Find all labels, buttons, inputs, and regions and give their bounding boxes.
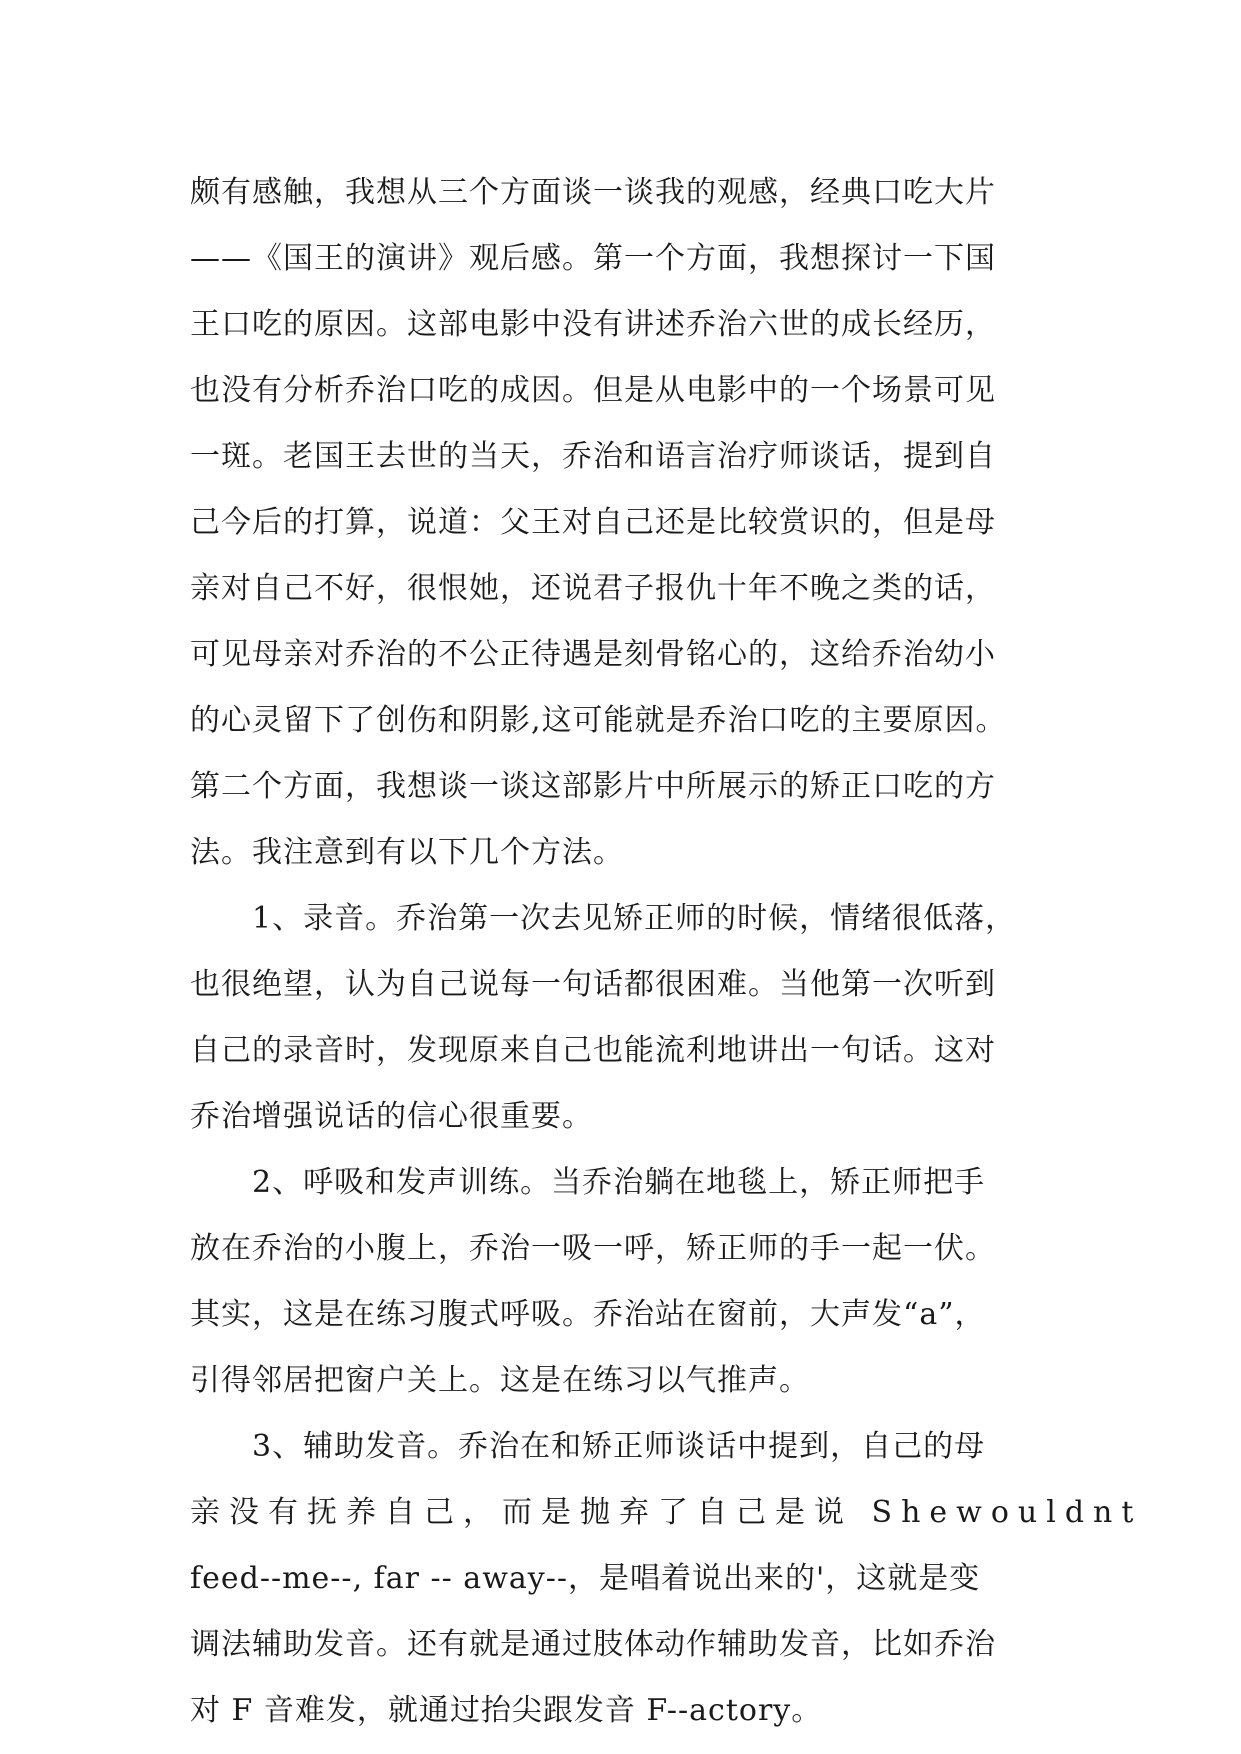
- text-line: 的心灵留下了创伤和阴影,这可能就是乔治口吃的主要原因。: [190, 703, 1007, 738]
- text-line: 调法辅助发音。还有就是通过肢体动作辅助发音，比如乔治: [190, 1627, 996, 1662]
- text-line: 其实，这是在练习腹式呼吸。乔治站在窗前，大声发“a”，: [190, 1297, 986, 1332]
- text-line: 法。我注意到有以下几个方法。: [190, 835, 624, 870]
- text-line: 亲对自己不好，很恨她，还说君子报仇十年不晚之类的话，: [190, 571, 996, 606]
- text-line: 自己的录音时，发现原来自己也能流利地讲出一句话。这对: [190, 1033, 996, 1068]
- text-line: 颇有感触，我想从三个方面谈一谈我的观感，经典口吃大片: [190, 175, 996, 210]
- text-line: 对 F 音难发，就通过抬尖跟发音 F--actory。: [190, 1693, 823, 1728]
- document-body: [190, 160, 1143, 1744]
- text-line: 乔治增强说话的信心很重要。: [190, 1099, 593, 1134]
- paragraph-2-first-line: 2、呼吸和发声训练。当乔治躺在地毯上，矫正师把手: [252, 1165, 986, 1200]
- text-line: feed--me--, far -- away--，是唱着说出来的'，这就是变: [190, 1561, 981, 1596]
- text-line: 也很绝望，认为自己说每一句话都很困难。当他第一次听到: [190, 967, 996, 1002]
- text-line: 放在乔治的小腹上，乔治一吸一呼，矫正师的手一起一伏。: [190, 1231, 996, 1266]
- text-line: 引得邻居把窗户关上。这是在练习以气推声。: [190, 1363, 810, 1398]
- text-line: 可见母亲对乔治的不公正待遇是刻骨铭心的，这给乔治幼小: [190, 637, 996, 672]
- text-line: 亲没有抚养自己，而是抛弃了自己是说 Shewouldnt: [190, 1495, 1143, 1530]
- text-line: 第二个方面，我想谈一谈这部影片中所展示的矫正口吃的方: [190, 769, 996, 804]
- text-line: 一斑。老国王去世的当天，乔治和语言治疗师谈话，提到自: [190, 439, 996, 474]
- text-line: 王口吃的原因。这部电影中没有讲述乔治六世的成长经历，: [190, 307, 996, 342]
- paragraph-1-first-line: 1、录音。乔治第一次去见矫正师的时候，情绪很低落，: [252, 901, 1017, 936]
- text-line: 也没有分析乔治口吃的成因。但是从电影中的一个场景可见: [190, 373, 996, 408]
- text-line: 己今后的打算，说道：父王对自己还是比较赏识的，但是母: [190, 505, 996, 540]
- text-line: ——《国王的演讲》观后感。第一个方面，我想探讨一下国: [190, 241, 996, 276]
- paragraph-3-first-line: 3、辅助发音。乔治在和矫正师谈话中提到，自己的母: [252, 1429, 986, 1464]
